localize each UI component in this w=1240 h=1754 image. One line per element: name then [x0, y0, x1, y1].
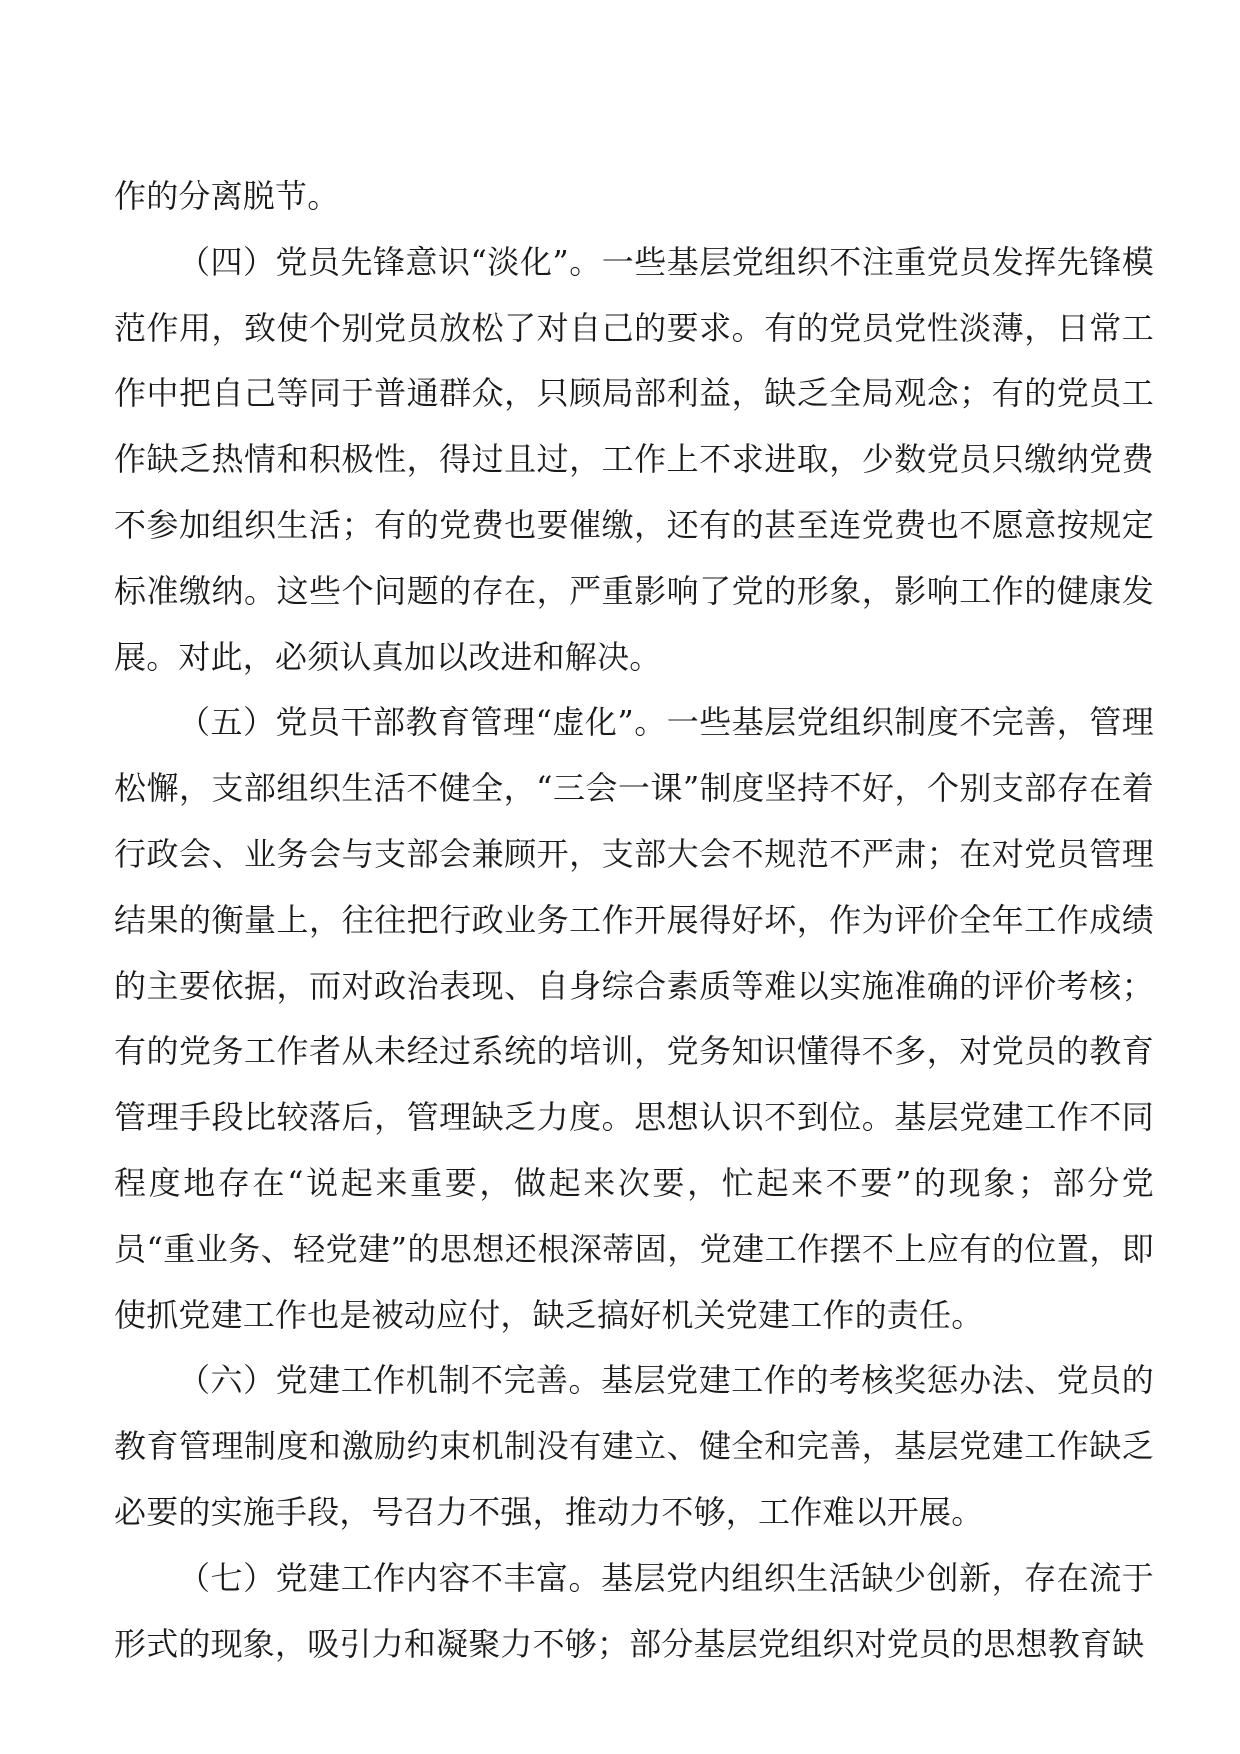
paragraph-section-5: （五）党员干部教育管理“虚化”。一些基层党组织制度不完善，管理松懈，支部组织生活不健全，“三会一课”制度坚持不好，个别支部存在着行政会、业务会与支部会兼顾开，支部大会不规范不严肃；在对党员管理结果的衡量上，往往把行政业务工作开展得好坏，作为评价全年工作成绩的主要依据，而对政治表现、自身综合素质等难以实施准确的评价考核；有的党务工作者从未经过系统的培训，党务知识懂得不多，对党员的教育管理手段比较落后，管理缺乏力度。思想认识不到位。基层党建工作不同程度地存在“说起来重要，做起来次要，忙起来不要”的现象；部分党员“重业务、轻党建”的思想还根深蒂固，党建工作摆不上应有的位置，即使抓党建工作也是被动应付，缺乏搞好机关党建工作的责任。 [114, 703, 1154, 1334]
paragraph-section-7: （七）党建工作内容不丰富。基层党内组织生活缺少创新，存在流于形式的现象，吸引力和凝聚力不够；部分基层党组织对党员的思想教育缺 [114, 1558, 1154, 1663]
paragraph-continuation: 作的分离脱节。 [114, 177, 340, 215]
paragraph-section-4: （四）党员先锋意识“淡化”。一些基层党组织不注重党员发挥先锋模范作用，致使个别党员放松了对自己的要求。有的党员党性淡薄，日常工作中把自己等同于普通群众，只顾局部利益，缺乏全局观念；有的党员工作缺乏热情和积极性，得过且过，工作上不求进取，少数党员只缴纳党费不参加组织生活；有的党费也要催缴，还有的甚至连党费也不愿意按规定标准缴纳。这些个问题的存在，严重影响了党的形象，影响工作的健康发展。对此，必须认真加以改进和解决。 [114, 242, 1154, 676]
document-body [114, 164, 1154, 1677]
paragraph-section-6: （六）党建工作机制不完善。基层党建工作的考核奖惩办法、党员的教育管理制度和激励约束机制没有建立、健全和完善，基层党建工作缺乏必要的实施手段，号召力不强，推动力不够，工作难以开展。 [114, 1361, 1154, 1531]
